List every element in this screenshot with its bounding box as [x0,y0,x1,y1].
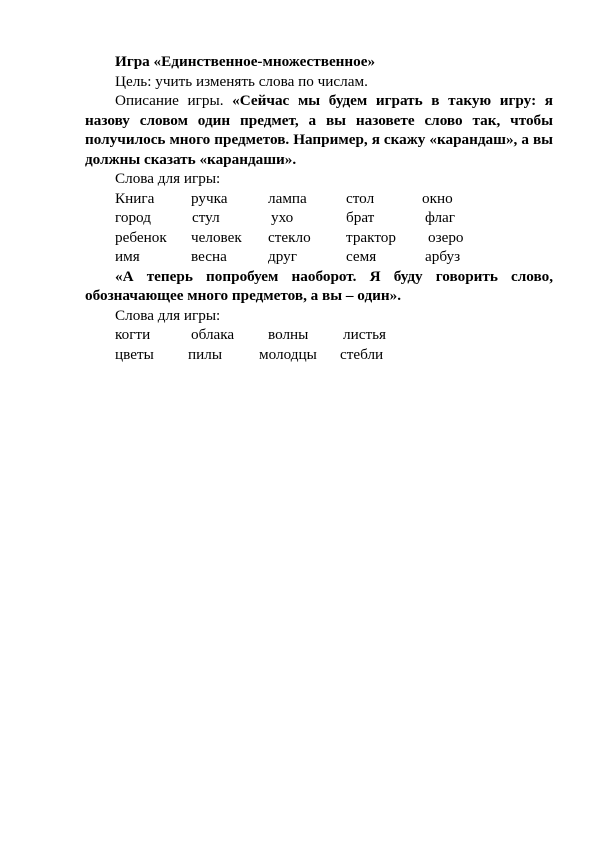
word: волны [268,326,309,343]
word: цветы [115,345,154,363]
word: город [115,209,151,226]
reverse-instruction: «А теперь попробуем наоборот. Я буду говорить слово, обозначающее много предметов, а вы – один». [85,267,553,304]
word: листья [343,326,386,343]
word: ухо [271,209,294,226]
word: друг [268,248,297,265]
document-body [85,52,553,364]
word: окно [422,189,453,207]
word: семя [346,248,377,265]
word: ребенок [115,228,167,246]
word: когти [115,326,151,343]
game-goal: Цель: учить изменять слова по числам. [115,72,368,90]
word: стул [192,209,220,226]
word-row [85,345,553,365]
game-title: Игра «Единственное-множественное» [115,53,376,70]
word: озеро [428,228,464,246]
word: стекло [268,228,311,246]
word: флаг [425,209,456,226]
words-label-1: Слова для игры: [115,170,221,187]
word-row [85,325,553,345]
word-row [85,208,553,228]
word: ручка [191,189,228,207]
word: молодцы [259,345,317,363]
word: лампа [268,189,307,207]
word: стол [346,189,375,207]
word: Книга [115,189,155,207]
game-description [85,91,553,169]
word: человек [191,228,242,246]
word: брат [346,209,375,226]
word: стебли [340,345,384,363]
word-row [85,189,553,209]
description-label: Описание игры. [115,92,233,109]
word: арбуз [425,248,461,265]
word-row [85,228,553,248]
word: трактор [346,228,396,246]
word: облака [191,326,235,343]
word: весна [191,248,227,265]
word: имя [115,248,140,265]
words-label-2: Слова для игры: [115,306,221,324]
word: пилы [188,345,223,363]
word-row [85,247,553,267]
description-quote: «Сейчас мы будем играть в такую игру: я назову словом один предмет, а вы назовете слово так, чтобы получилось много предметов. Например, я скажу «карандаш», а вы должны сказать «карандаши». [85,92,553,168]
